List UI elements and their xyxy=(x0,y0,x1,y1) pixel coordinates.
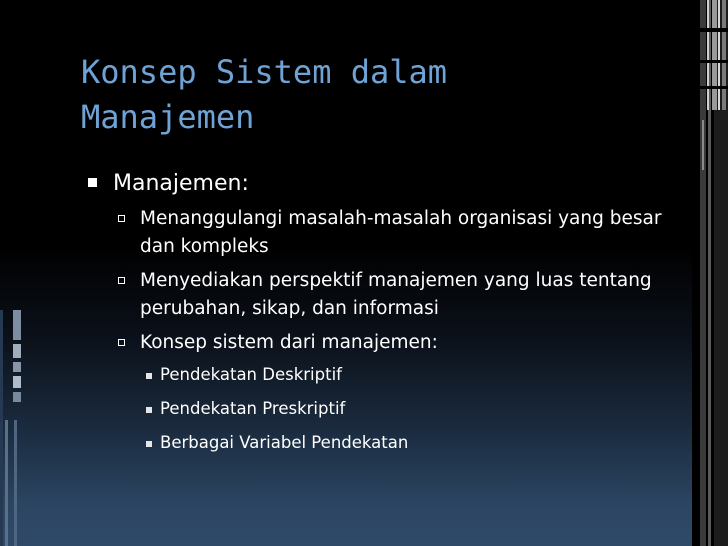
slide-title-line-1: Konsep Sistem dalam xyxy=(81,53,448,91)
bullet-text: Pendekatan Preskriptif xyxy=(160,399,346,418)
bullet-level2 xyxy=(118,329,698,357)
bullet-level3 xyxy=(146,397,698,421)
small-square-bullet-icon xyxy=(146,407,152,413)
slide-content xyxy=(88,166,698,465)
small-square-bullet-icon xyxy=(146,373,152,379)
bullet-text: Menanggulangi masalah-masalah organisasi yang besar dan kompleks xyxy=(140,208,662,257)
square-bullet-icon xyxy=(88,178,97,187)
hollow-square-bullet-icon xyxy=(118,339,125,346)
bullet-level2 xyxy=(118,205,698,261)
decorative-bars-left xyxy=(0,310,30,546)
slide-title-line-2: Manajemen xyxy=(81,98,255,136)
slide-title xyxy=(81,50,681,140)
bullet-text: Konsep sistem dari manajemen: xyxy=(140,332,438,353)
bullet-text: Pendekatan Deskriptif xyxy=(160,365,342,384)
hollow-square-bullet-icon xyxy=(118,277,125,284)
bullet-level3 xyxy=(146,363,698,387)
bullet-text: Manajemen: xyxy=(113,171,249,196)
hollow-square-bullet-icon xyxy=(118,215,125,222)
bullet-text: Berbagai Variabel Pendekatan xyxy=(160,433,409,452)
bullet-level1 xyxy=(88,166,698,202)
small-square-bullet-icon xyxy=(146,441,152,447)
bullet-level3 xyxy=(146,431,698,455)
bullet-text: Menyediakan perspektif manajemen yang luas tentang perubahan, sikap, dan informasi xyxy=(140,270,652,319)
bullet-level2 xyxy=(118,267,698,323)
